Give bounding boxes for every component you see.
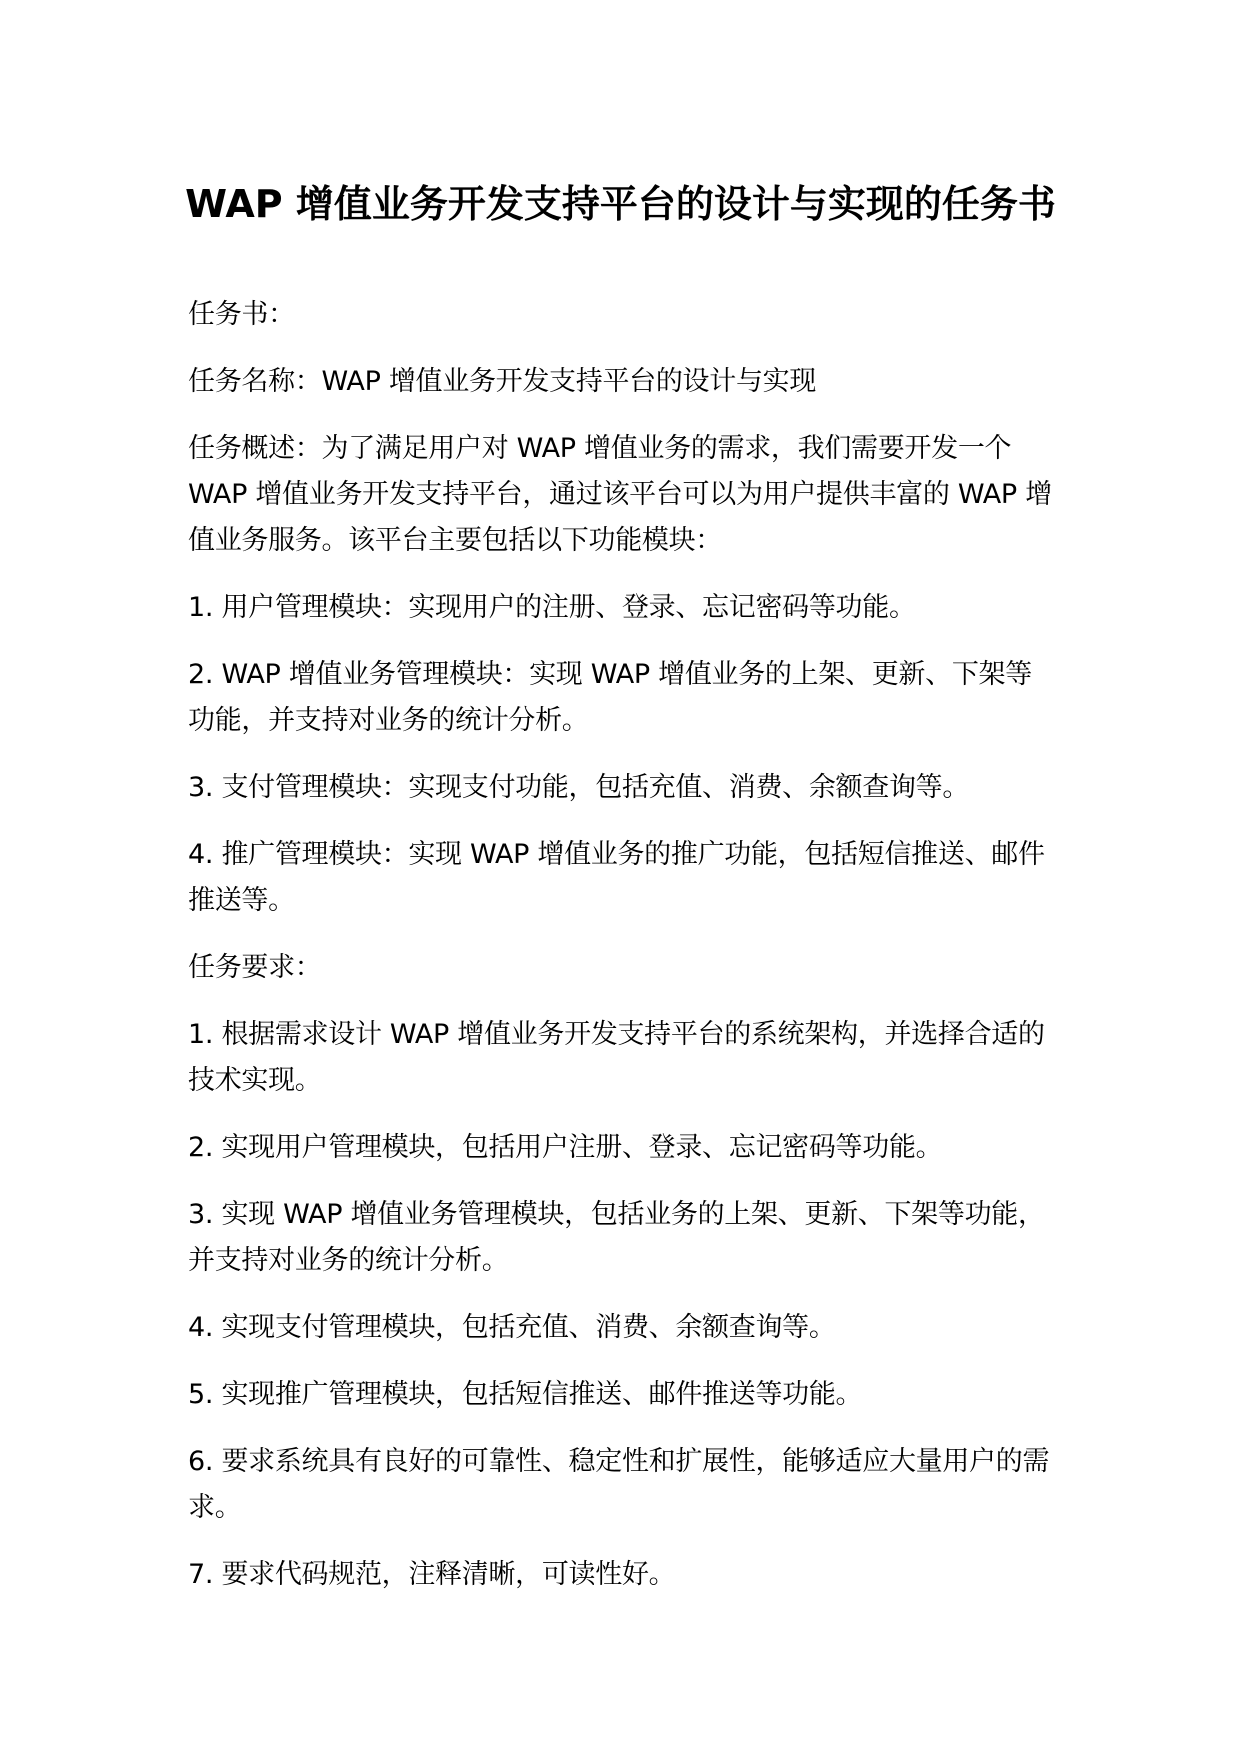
- paragraph-requirement-6: 6. 要求系统具有良好的可靠性、稳定性和扩展性，能够适应大量用户的需求。: [188, 1446, 1050, 1523]
- paragraph-module-1: 1. 用户管理模块：实现用户的注册、登录、忘记密码等功能。: [188, 592, 916, 623]
- paragraph-task-overview: 任务概述：为了满足用户对 WAP 增值业务的需求，我们需要开发一个 WAP 增值业务开发支持平台，通过该平台可以为用户提供丰富的 WAP 增值业务服务。该平台主要包括以下功能模块：: [188, 433, 1052, 556]
- paragraph-requirement-2: 2. 实现用户管理模块，包括用户注册、登录、忘记密码等功能。: [188, 1132, 943, 1163]
- paragraph-module-4: 4. 推广管理模块：实现 WAP 增值业务的推广功能，包括短信推送、邮件推送等。: [188, 839, 1045, 916]
- paragraph-requirement-5: 5. 实现推广管理模块，包括短信推送、邮件推送等功能。: [188, 1379, 863, 1410]
- paragraph-requirement-7: 7. 要求代码规范，注释清晰，可读性好。: [188, 1559, 676, 1590]
- paragraph-requirement-3: 3. 实现 WAP 增值业务管理模块，包括业务的上架、更新、下架等功能，并支持对业务的统计分析。: [188, 1199, 1045, 1276]
- paragraph-requirement-1: 1. 根据需求设计 WAP 增值业务开发支持平台的系统架构，并选择合适的技术实现。: [188, 1019, 1045, 1096]
- paragraph-heading-requirements: 任务要求：: [188, 952, 322, 983]
- paragraph-requirement-4: 4. 实现支付管理模块，包括充值、消费、余额查询等。: [188, 1312, 836, 1343]
- paragraph-module-3: 3. 支付管理模块：实现支付功能，包括充值、消费、余额查询等。: [188, 772, 970, 803]
- paragraph-heading-task: 任务书：: [188, 299, 295, 330]
- document-body: [188, 292, 1058, 1619]
- document-title: WAP 增值业务开发支持平台的设计与实现的任务书: [185, 182, 1056, 226]
- paragraph-module-2: 2. WAP 增值业务管理模块：实现 WAP 增值业务的上架、更新、下架等功能，并支持对业务的统计分析。: [188, 659, 1032, 736]
- paragraph-task-name: 任务名称：WAP 增值业务开发支持平台的设计与实现: [188, 366, 817, 397]
